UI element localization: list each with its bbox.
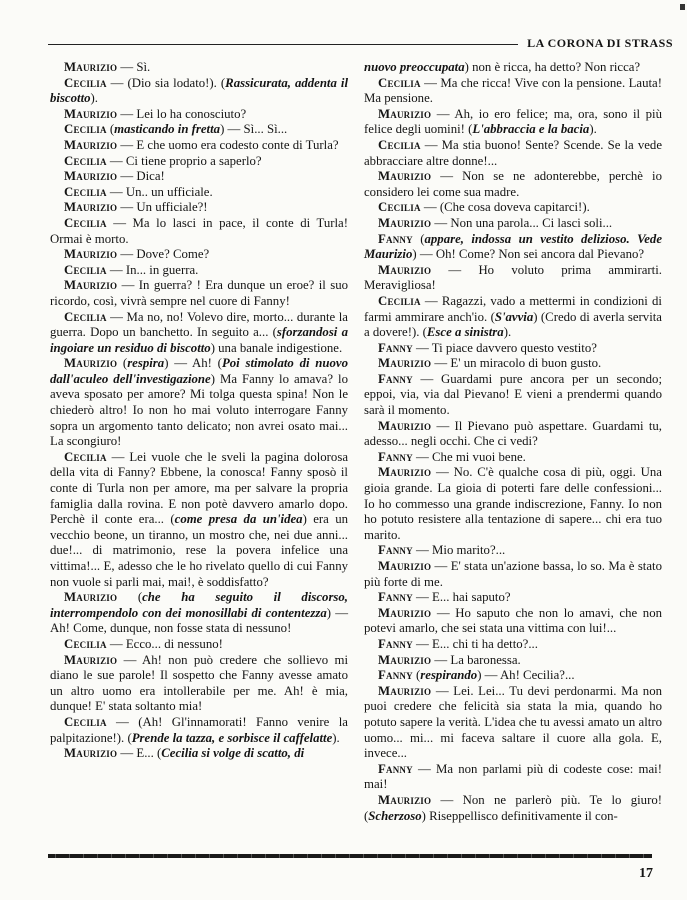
speaker-name: Cecilia <box>64 75 107 90</box>
stage-direction: respira <box>127 356 165 371</box>
speaker-name: Maurizio <box>378 262 432 277</box>
dialogue-text: — In guerra? ! Era dunque un eroe? il suo ricordo, così, vivrà sempre nel cuore di Fanny! <box>50 278 348 308</box>
stage-direction: Rassicurata, addenta il biscotto <box>50 75 349 106</box>
speaker-name: Maurizio <box>64 169 118 184</box>
dialogue-line <box>364 465 662 543</box>
dialogue-line <box>364 793 662 824</box>
dialogue-text: — Ma non parlami più di codeste cose: mai! mai! <box>364 761 662 792</box>
dialogue-text: — Non se ne adonterebbe, perchè io considero lei come sua madre. <box>364 169 662 199</box>
speaker-name: Fanny <box>378 340 413 355</box>
dialogue-text: — Lei lo ha conosciuto? <box>117 106 247 121</box>
dialogue-line <box>364 356 662 372</box>
speaker-name: Maurizio <box>64 356 118 371</box>
stage-direction: respirando <box>420 668 478 683</box>
speaker-name: Fanny <box>378 668 413 683</box>
dialogue-text: ( <box>117 590 143 605</box>
speaker-name: Cecilia <box>64 636 107 651</box>
dialogue-text: ) una banale indigestione. <box>210 340 343 355</box>
dialogue-text: — Ah! non può credere che sollievo mi diano le sue parole! Il sospetto che Fanny avesse amato un altro uomo era intollerabile per me. Ah! è mia, dunque! E' stata soltanto mia! <box>50 652 348 714</box>
speaker-name: Fanny <box>378 761 413 776</box>
dialogue-text: — Ragazzi, vado a mettermi in condizioni di farmi ammirare anch'io. ( <box>364 293 662 324</box>
dialogue-line <box>50 715 348 746</box>
dialogue-line <box>364 294 662 341</box>
speaker-name: Cecilia <box>64 122 107 137</box>
dialogue-text: — Sì. <box>117 60 151 74</box>
dialogue-text: — Ah, io ero felice; ma, ora, sono il più felice degli uomini! ( <box>364 106 662 137</box>
scan-corner-mark <box>680 4 685 10</box>
stage-direction: che ha seguito il discorso, interrompendolo con dei monosillabi di contentezza <box>50 590 348 620</box>
dialogue-text: ) Riseppellisco definitivamente il con- <box>421 808 618 823</box>
dialogue-line <box>364 60 662 76</box>
speaker-name: Cecilia <box>378 293 421 308</box>
dialogue-text: ) — Ah! ( <box>164 356 222 371</box>
dialogue-text: — Ho voluto prima ammirarti. Meravigliosa! <box>364 262 662 293</box>
dialogue-text: — E che uomo era codesto conte di Turla? <box>117 137 339 152</box>
dialogue-text: — Non ne parlerò più. Te lo giuro! ( <box>364 792 662 823</box>
dialogue-line <box>50 590 348 637</box>
speaker-name: Maurizio <box>64 247 118 262</box>
speaker-name: Cecilia <box>64 262 107 277</box>
speaker-name: Cecilia <box>378 137 421 152</box>
dialogue-line <box>50 746 348 762</box>
dialogue-text: ) non è ricca, ha detto? Non ricca? <box>464 60 641 74</box>
dialogue-text: — Un ufficiale?! <box>117 200 208 215</box>
dialogue-line <box>50 122 348 138</box>
stage-direction: Cecilia si volge di scatto, di <box>161 746 305 761</box>
dialogue-text: — E... chi ti ha detto?... <box>412 636 538 651</box>
dialogue-text: — Mio marito?... <box>412 543 506 558</box>
speaker-name: Maurizio <box>378 215 432 230</box>
speaker-name: Cecilia <box>64 309 107 324</box>
stage-direction: S'avvia <box>494 309 534 324</box>
dialogue-text: ) — Oh! Come? Non sei ancora dal Pievano? <box>412 247 645 262</box>
dialogue-text: — Un.. un ufficiale. <box>106 184 213 199</box>
dialogue-line <box>50 637 348 653</box>
speaker-name: Maurizio <box>378 652 432 667</box>
dialogue-text: ) (Credo di averla servita a dovere!). ( <box>364 309 662 340</box>
dialogue-line <box>364 107 662 138</box>
dialogue-line <box>50 263 348 279</box>
dialogue-text: ( <box>117 356 128 371</box>
dialogue-text: — Ma no, no! Volevo dire, morto... durante la guerra. Dopo un banchetto. In seguito a... ( <box>50 309 348 340</box>
dialogue-line <box>364 668 662 684</box>
dialogue-line <box>364 341 662 357</box>
dialogue-text: — Dica! <box>117 169 165 184</box>
speaker-name: Fanny <box>378 231 413 246</box>
page-number: 17 <box>639 866 653 881</box>
dialogue-text: — Guardami pure ancora per un secondo; eppoi, via, via dal Pievano! E vieni a prendermi quando sarà il momento. <box>364 371 662 418</box>
stage-direction: masticando in fretta <box>114 122 221 137</box>
speaker-name: Maurizio <box>378 792 432 807</box>
dialogue-line <box>364 169 662 200</box>
text-columns <box>50 60 662 850</box>
dialogue-line <box>50 169 348 185</box>
dialogue-line <box>50 60 348 76</box>
dialogue-text: — Lei. Lei... Tu devi perdonarmi. Ma non puoi credere che felicità sia stata la mia, quando ho potuto sapere la verità. L'idea che tu avessi amato un altro uomo... mi... mi faceva saltare il cuore alla gola. E, invece... <box>364 683 662 761</box>
dialogue-text: — No. C'è qualche cosa di più, oggi. Una gioia grande. La gioia di poterti fare delle confessioni... Io ho commesso una grande indiscrezione, Fanny. Io non ho potuto resistere alla tentazione di sapere... chi era tuo marito. <box>364 465 662 542</box>
dialogue-line <box>50 278 348 309</box>
header-rule <box>48 44 518 45</box>
dialogue-line <box>50 76 348 107</box>
dialogue-line <box>50 653 348 715</box>
dialogue-line <box>364 559 662 590</box>
dialogue-text: — Lei vuole che le sveli la pagina dolorosa della vita di Fanny? Ebbene, la conosca! Fanny sposò il conte di Turla non per amore, ma per salvare la propria famiglia dalla rovina. E non potè davvero amarlo dopo. Perchè il conte era... ( <box>50 449 348 527</box>
dialogue-line <box>50 247 348 263</box>
stage-direction: Scherzoso <box>368 808 422 823</box>
dialogue-line <box>50 216 348 247</box>
dialogue-line <box>364 684 662 762</box>
stage-direction: nuovo preoccupata <box>364 60 465 74</box>
dialogue-line <box>50 356 348 450</box>
speaker-name: Fanny <box>378 543 413 558</box>
dialogue-line <box>364 372 662 419</box>
speaker-name: Cecilia <box>378 200 421 215</box>
speaker-name: Maurizio <box>64 60 118 74</box>
speaker-name: Cecilia <box>64 153 107 168</box>
speaker-name: Maurizio <box>378 106 432 121</box>
dialogue-text: ). <box>90 91 98 106</box>
dialogue-text: ) — Sì... Sì... <box>220 122 288 137</box>
dialogue-text: ). <box>503 325 512 340</box>
dialogue-line <box>364 637 662 653</box>
speaker-name: Maurizio <box>378 559 432 573</box>
dialogue-text: — Dove? Come? <box>117 247 210 262</box>
speaker-name: Maurizio <box>378 465 432 480</box>
dialogue-text: — Non una parola... Ci lasci soli... <box>431 215 613 230</box>
dialogue-text: — Ma stia buono! Sente? Scende. Se la vede abbracciare altre donne!... <box>364 137 662 168</box>
speaker-name: Maurizio <box>64 106 118 121</box>
speaker-name: Maurizio <box>64 746 118 761</box>
dialogue-line <box>50 200 348 216</box>
speaker-name: Cecilia <box>64 449 107 464</box>
footer-rule <box>48 854 652 858</box>
speaker-name: Maurizio <box>378 683 432 698</box>
dialogue-line <box>364 419 662 450</box>
speaker-name: Maurizio <box>64 137 118 152</box>
dialogue-text: ( <box>106 122 115 137</box>
dialogue-text: — (Dio sia lodato!). ( <box>106 75 226 90</box>
stage-direction: Prende la tazza, e sorbisce il caffelatte <box>131 730 333 745</box>
speaker-name: Maurizio <box>64 590 118 605</box>
speaker-name: Maurizio <box>64 652 118 667</box>
speaker-name: Fanny <box>378 590 413 605</box>
speaker-name: Cecilia <box>64 714 107 729</box>
dialogue-text: — E... ( <box>117 746 162 761</box>
stage-direction: appare, indossa un vestito delizioso. Vede Maurizio <box>364 231 662 262</box>
dialogue-line <box>50 138 348 154</box>
dialogue-text: — Ma lo lasci in pace, il conte di Turla! Ormai è morto. <box>50 215 348 246</box>
dialogue-line <box>50 185 348 201</box>
speaker-name: Cecilia <box>64 184 107 199</box>
dialogue-line <box>364 138 662 169</box>
dialogue-text: ) — Ah! Come, dunque, non fosse stata di nessuno! <box>50 605 349 636</box>
speaker-name: Maurizio <box>378 169 432 184</box>
dialogue-text: — Ti piace davvero questo vestito? <box>412 340 597 355</box>
speaker-name: Maurizio <box>64 200 118 215</box>
speaker-name: Cecilia <box>378 75 421 90</box>
dialogue-line <box>364 653 662 669</box>
speaker-name: Cecilia <box>64 215 107 230</box>
dialogue-text: — E' stata un'azione bassa, lo so. Ma è stato più forte di me. <box>364 559 662 589</box>
dialogue-line <box>364 606 662 637</box>
dialogue-text: — (Ah! Gl'innamorati! Fanno venire la palpitazione!). ( <box>50 714 348 745</box>
dialogue-text: ). <box>332 730 340 745</box>
dialogue-text: ( <box>412 668 421 683</box>
dialogue-text: — E... hai saputo? <box>412 590 511 605</box>
dialogue-line <box>50 310 348 357</box>
dialogue-line <box>364 762 662 793</box>
speaker-name: Maurizio <box>378 605 432 620</box>
dialogue-text: — In... in guerra. <box>106 262 199 277</box>
dialogue-text: — Ci tiene proprio a saperlo? <box>106 153 262 168</box>
dialogue-text: — Che mi vuoi bene. <box>412 449 526 464</box>
dialogue-line <box>364 76 662 107</box>
dialogue-line <box>364 200 662 216</box>
running-head: LA CORONA DI STRASS <box>527 36 673 50</box>
speaker-name: Fanny <box>378 449 413 464</box>
speaker-name: Fanny <box>378 371 413 386</box>
speaker-name: Fanny <box>378 636 413 651</box>
dialogue-text: — E' un miracolo di buon gusto. <box>431 356 602 371</box>
stage-direction: sforzandosi a ingoiare un residuo di biscotto <box>50 325 348 355</box>
dialogue-line <box>50 154 348 170</box>
dialogue-line <box>364 216 662 232</box>
dialogue-text: — Ecco... di nessuno! <box>106 636 223 651</box>
speaker-name: Maurizio <box>64 278 118 293</box>
dialogue-text: — Il Pievano può aspettare. Guardami tu, adesso... negli occhi. Che ci vedi? <box>364 418 662 449</box>
dialogue-text: — La baronessa. <box>431 652 521 667</box>
dialogue-line <box>50 107 348 123</box>
speaker-name: Maurizio <box>378 356 432 371</box>
dialogue-line <box>364 263 662 294</box>
dialogue-line <box>364 450 662 466</box>
dialogue-text: — Ho saputo che non lo amavi, che non potevi amarlo, che sei stata una vittima con lui!... <box>364 605 662 636</box>
dialogue-text: ). <box>589 122 597 137</box>
dialogue-text: — (Che cosa doveva capitarci!). <box>420 200 590 215</box>
dialogue-line <box>364 232 662 263</box>
dialogue-text: ) era un vecchio beone, un tiranno, un mostro che, nei due anni... due!... di matrimonio, rese la povera infelice una vittima!... E, adesso che le ho rivelato quello di cui Fanny non vuole si parli mai, mai!, è soddisfatto? <box>50 512 349 589</box>
left-column <box>50 60 348 850</box>
dialogue-line <box>364 543 662 559</box>
right-column <box>364 60 662 850</box>
speaker-name: Maurizio <box>378 418 432 433</box>
dialogue-text: ) Ma Fanny lo amava? lo aveva sposato per amore? Mi tolga questa spina! Non le chiederò altro! Io non ho mai voluto interrogare Fanny sopra un argomento tanto delicato; non avrei osato mai... La scongiuro! <box>50 371 349 449</box>
stage-direction: come presa da un'idea <box>174 512 303 527</box>
dialogue-text: — Ma che ricca! Vive con la pensione. Lauta! Ma pensione. <box>364 75 662 106</box>
stage-direction: Esce a sinistra <box>426 325 504 340</box>
dialogue-line <box>50 450 348 590</box>
dialogue-text: ( <box>412 231 425 246</box>
stage-direction: L'abbraccia e la bacia <box>472 122 590 137</box>
dialogue-line <box>364 590 662 606</box>
stage-direction: Poi stimolato di nuovo dall'aculeo dell'investigazione <box>50 356 348 386</box>
dialogue-text: ) — Ah! Cecilia?... <box>477 668 575 683</box>
